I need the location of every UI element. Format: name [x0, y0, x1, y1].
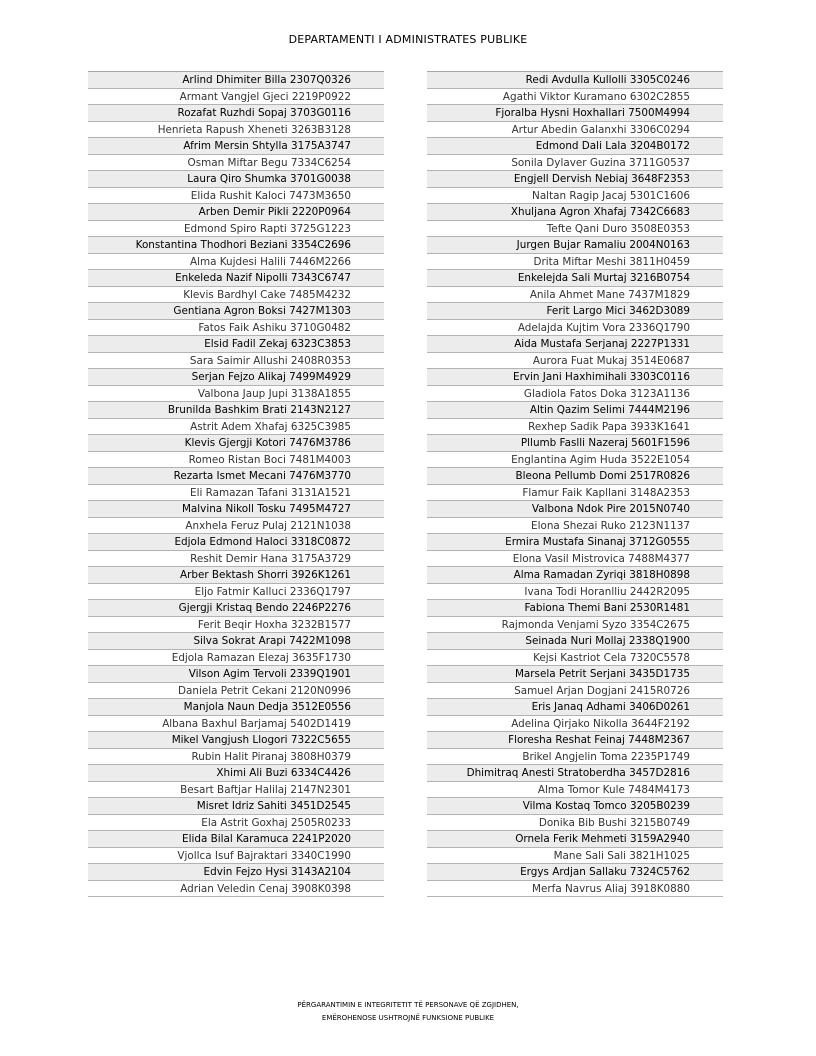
list-item: Brunilda Bashkim Brati 2143N2127 [88, 402, 384, 419]
list-item: Adelina Qirjako Nikolla 3644F2192 [427, 716, 723, 733]
list-item: Englantina Agim Huda 3522E1054 [427, 452, 723, 469]
list-item: Jurgen Bujar Ramaliu 2004N0163 [427, 237, 723, 254]
list-item: Vjollca Isuf Bajraktari 3340C1990 [88, 848, 384, 865]
list-item: Edvin Fejzo Hysi 3143A2104 [88, 864, 384, 881]
list-item: Rubin Halit Piranaj 3808H0379 [88, 749, 384, 766]
list-item: Floresha Reshat Feinaj 7448M2367 [427, 732, 723, 749]
list-item: Redi Avdulla Kullolli 3305C0246 [427, 72, 723, 89]
list-item: Ferit Beqir Hoxha 3232B1577 [88, 617, 384, 634]
list-item: Misret Idriz Sahiti 3451D2545 [88, 798, 384, 815]
page-footer [0, 999, 816, 1025]
list-item: Rajmonda Venjami Syzo 3354C2675 [427, 617, 723, 634]
list-item: Mane Sali Sali 3821H1025 [427, 848, 723, 865]
list-item: Klevis Bardhyl Cake 7485M4232 [88, 287, 384, 304]
list-item: Elsid Fadil Zekaj 6323C3853 [88, 336, 384, 353]
list-item: Mikel Vangjush Llogori 7322C5655 [88, 732, 384, 749]
list-item: Edmond Spiro Rapti 3725G1223 [88, 221, 384, 238]
list-item: Afrim Mersin Shtylla 3175A3747 [88, 138, 384, 155]
list-item: Rexhep Sadik Papa 3933K1641 [427, 419, 723, 436]
list-item: Romeo Ristan Boci 7481M4003 [88, 452, 384, 469]
list-item: Edmond Dali Lala 3204B0172 [427, 138, 723, 155]
left-name-list [88, 71, 384, 897]
right-name-list [427, 71, 723, 897]
list-item: Bleona Pellumb Domi 2517R0826 [427, 468, 723, 485]
list-item: Dhimitraq Anesti Stratoberdha 3457D2816 [427, 765, 723, 782]
list-item: Daniela Petrit Cekani 2120N0996 [88, 683, 384, 700]
list-item: Vilma Kostaq Tomco 3205B0239 [427, 798, 723, 815]
list-item: Fatos Faik Ashiku 3710G0482 [88, 320, 384, 337]
list-item: Ornela Ferik Mehmeti 3159A2940 [427, 831, 723, 848]
list-item: Agathi Viktor Kuramano 6302C2855 [427, 89, 723, 106]
list-item: Xhimi Ali Buzi 6334C4426 [88, 765, 384, 782]
list-item: Gentiana Agron Boksi 7427M1303 [88, 303, 384, 320]
footer-line-1: PËRGARANTIMIN E INTEGRITETIT TË PERSONAVE QË ZGJIDHEN, [297, 1001, 519, 1009]
list-item: Ferit Largo Mici 3462D3089 [427, 303, 723, 320]
list-item: Aida Mustafa Serjanaj 2227P1331 [427, 336, 723, 353]
list-item: Fjoralba Hysni Hoxhallari 7500M4994 [427, 105, 723, 122]
list-item: Xhuljana Agron Xhafaj 7342C6683 [427, 204, 723, 221]
list-item: Ela Astrit Goxhaj 2505R0233 [88, 815, 384, 832]
list-item: Ivana Todi Horanlliu 2442R2095 [427, 584, 723, 601]
page-title: DEPARTAMENTI I ADMINISTRATES PUBLIKE [288, 33, 528, 46]
list-item: Samuel Arjan Dogjani 2415R0726 [427, 683, 723, 700]
list-item: Merfa Navrus Aliaj 3918K0880 [427, 881, 723, 898]
list-item: Ervin Jani Haxhimihali 3303C0116 [427, 369, 723, 386]
list-item: Eli Ramazan Tafani 3131A1521 [88, 485, 384, 502]
list-item: Besart Baftjar Halilaj 2147N2301 [88, 782, 384, 799]
list-item: Arber Bektash Shorri 3926K1261 [88, 567, 384, 584]
list-item: Serjan Fejzo Alikaj 7499M4929 [88, 369, 384, 386]
list-item: Valbona Ndok Pire 2015N0740 [427, 501, 723, 518]
list-item: Adrian Veledin Cenaj 3908K0398 [88, 881, 384, 898]
list-item: Gjergji Kristaq Bendo 2246P2276 [88, 600, 384, 617]
list-item: Elona Vasil Mistrovica 7488M4377 [427, 551, 723, 568]
list-item: Gladiola Fatos Doka 3123A1136 [427, 386, 723, 403]
list-item: Elida Bilal Karamuca 2241P2020 [88, 831, 384, 848]
list-item: Alma Kujdesi Halili 7446M2266 [88, 254, 384, 271]
list-item: Albana Baxhul Barjamaj 5402D1419 [88, 716, 384, 733]
list-item: Arben Demir Pikli 2220P0964 [88, 204, 384, 221]
list-item: Donika Bib Bushi 3215B0749 [427, 815, 723, 832]
list-item: Edjola Edmond Haloci 3318C0872 [88, 534, 384, 551]
list-item: Flamur Faik Kapllani 3148A2353 [427, 485, 723, 502]
list-item: Brikel Angjelin Toma 2235P1749 [427, 749, 723, 766]
list-item: Anila Ahmet Mane 7437M1829 [427, 287, 723, 304]
list-item: Klevis Gjergji Kotori 7476M3786 [88, 435, 384, 452]
list-item: Sonila Dylaver Guzina 3711G0537 [427, 155, 723, 172]
list-item: Astrit Adem Xhafaj 6325C3985 [88, 419, 384, 436]
list-item: Marsela Petrit Serjani 3435D1735 [427, 666, 723, 683]
list-item: Rezarta Ismet Mecani 7476M3770 [88, 468, 384, 485]
list-item: Sara Saimir Allushi 2408R0353 [88, 353, 384, 370]
list-item: Alma Ramadan Zyriqi 3818H0898 [427, 567, 723, 584]
list-item: Valbona Jaup Jupi 3138A1855 [88, 386, 384, 403]
list-item: Drita Miftar Meshi 3811H0459 [427, 254, 723, 271]
list-item: Ergys Ardjan Sallaku 7324C5762 [427, 864, 723, 881]
list-item: Pllumb Faslli Nazeraj 5601F1596 [427, 435, 723, 452]
list-item: Anxhela Feruz Pulaj 2121N1038 [88, 518, 384, 535]
list-item: Elona Shezai Ruko 2123N1137 [427, 518, 723, 535]
list-item: Enkeleda Nazif Nipolli 7343C6747 [88, 270, 384, 287]
list-item: Armant Vangjel Gjeci 2219P0922 [88, 89, 384, 106]
list-item: Edjola Ramazan Elezaj 3635F1730 [88, 650, 384, 667]
list-item: Eljo Fatmir Kalluci 2336Q1797 [88, 584, 384, 601]
list-item: Alma Tomor Kule 7484M4173 [427, 782, 723, 799]
list-item: Malvina Nikoll Tosku 7495M4727 [88, 501, 384, 518]
list-item: Seinada Nuri Mollaj 2338Q1900 [427, 633, 723, 650]
list-item: Rozafat Ruzhdi Sopaj 3703G0116 [88, 105, 384, 122]
list-item: Engjell Dervish Nebiaj 3648F2353 [427, 171, 723, 188]
list-item: Elida Rushit Kaloci 7473M3650 [88, 188, 384, 205]
list-item: Silva Sokrat Arapi 7422M1098 [88, 633, 384, 650]
list-item: Artur Abedin Galanxhi 3306C0294 [427, 122, 723, 139]
list-item: Eris Janaq Adhami 3406D0261 [427, 699, 723, 716]
list-item: Vilson Agim Tervoli 2339Q1901 [88, 666, 384, 683]
list-item: Naltan Ragip Jacaj 5301C1606 [427, 188, 723, 205]
list-item: Manjola Naun Dedja 3512E0556 [88, 699, 384, 716]
list-item: Reshit Demir Hana 3175A3729 [88, 551, 384, 568]
list-item: Tefte Qani Duro 3508E0353 [427, 221, 723, 238]
list-item: Adelajda Kujtim Vora 2336Q1790 [427, 320, 723, 337]
list-item: Kejsi Kastriot Cela 7320C5578 [427, 650, 723, 667]
list-item: Arlind Dhimiter Billa 2307Q0326 [88, 72, 384, 89]
list-item: Laura Qiro Shumka 3701G0038 [88, 171, 384, 188]
list-item: Ermira Mustafa Sinanaj 3712G0555 [427, 534, 723, 551]
list-item: Osman Miftar Begu 7334C6254 [88, 155, 384, 172]
list-item: Aurora Fuat Mukaj 3514E0687 [427, 353, 723, 370]
footer-line-2: EMËROHENOSE USHTROJNË FUNKSIONE PUBLIKE [321, 1014, 495, 1022]
list-item: Henrieta Rapush Xheneti 3263B3128 [88, 122, 384, 139]
list-item: Konstantina Thodhori Beziani 3354C2696 [88, 237, 384, 254]
list-item: Enkelejda Sali Murtaj 3216B0754 [427, 270, 723, 287]
list-item: Altin Qazim Selimi 7444M2196 [427, 402, 723, 419]
list-item: Fabiona Themi Bani 2530R1481 [427, 600, 723, 617]
